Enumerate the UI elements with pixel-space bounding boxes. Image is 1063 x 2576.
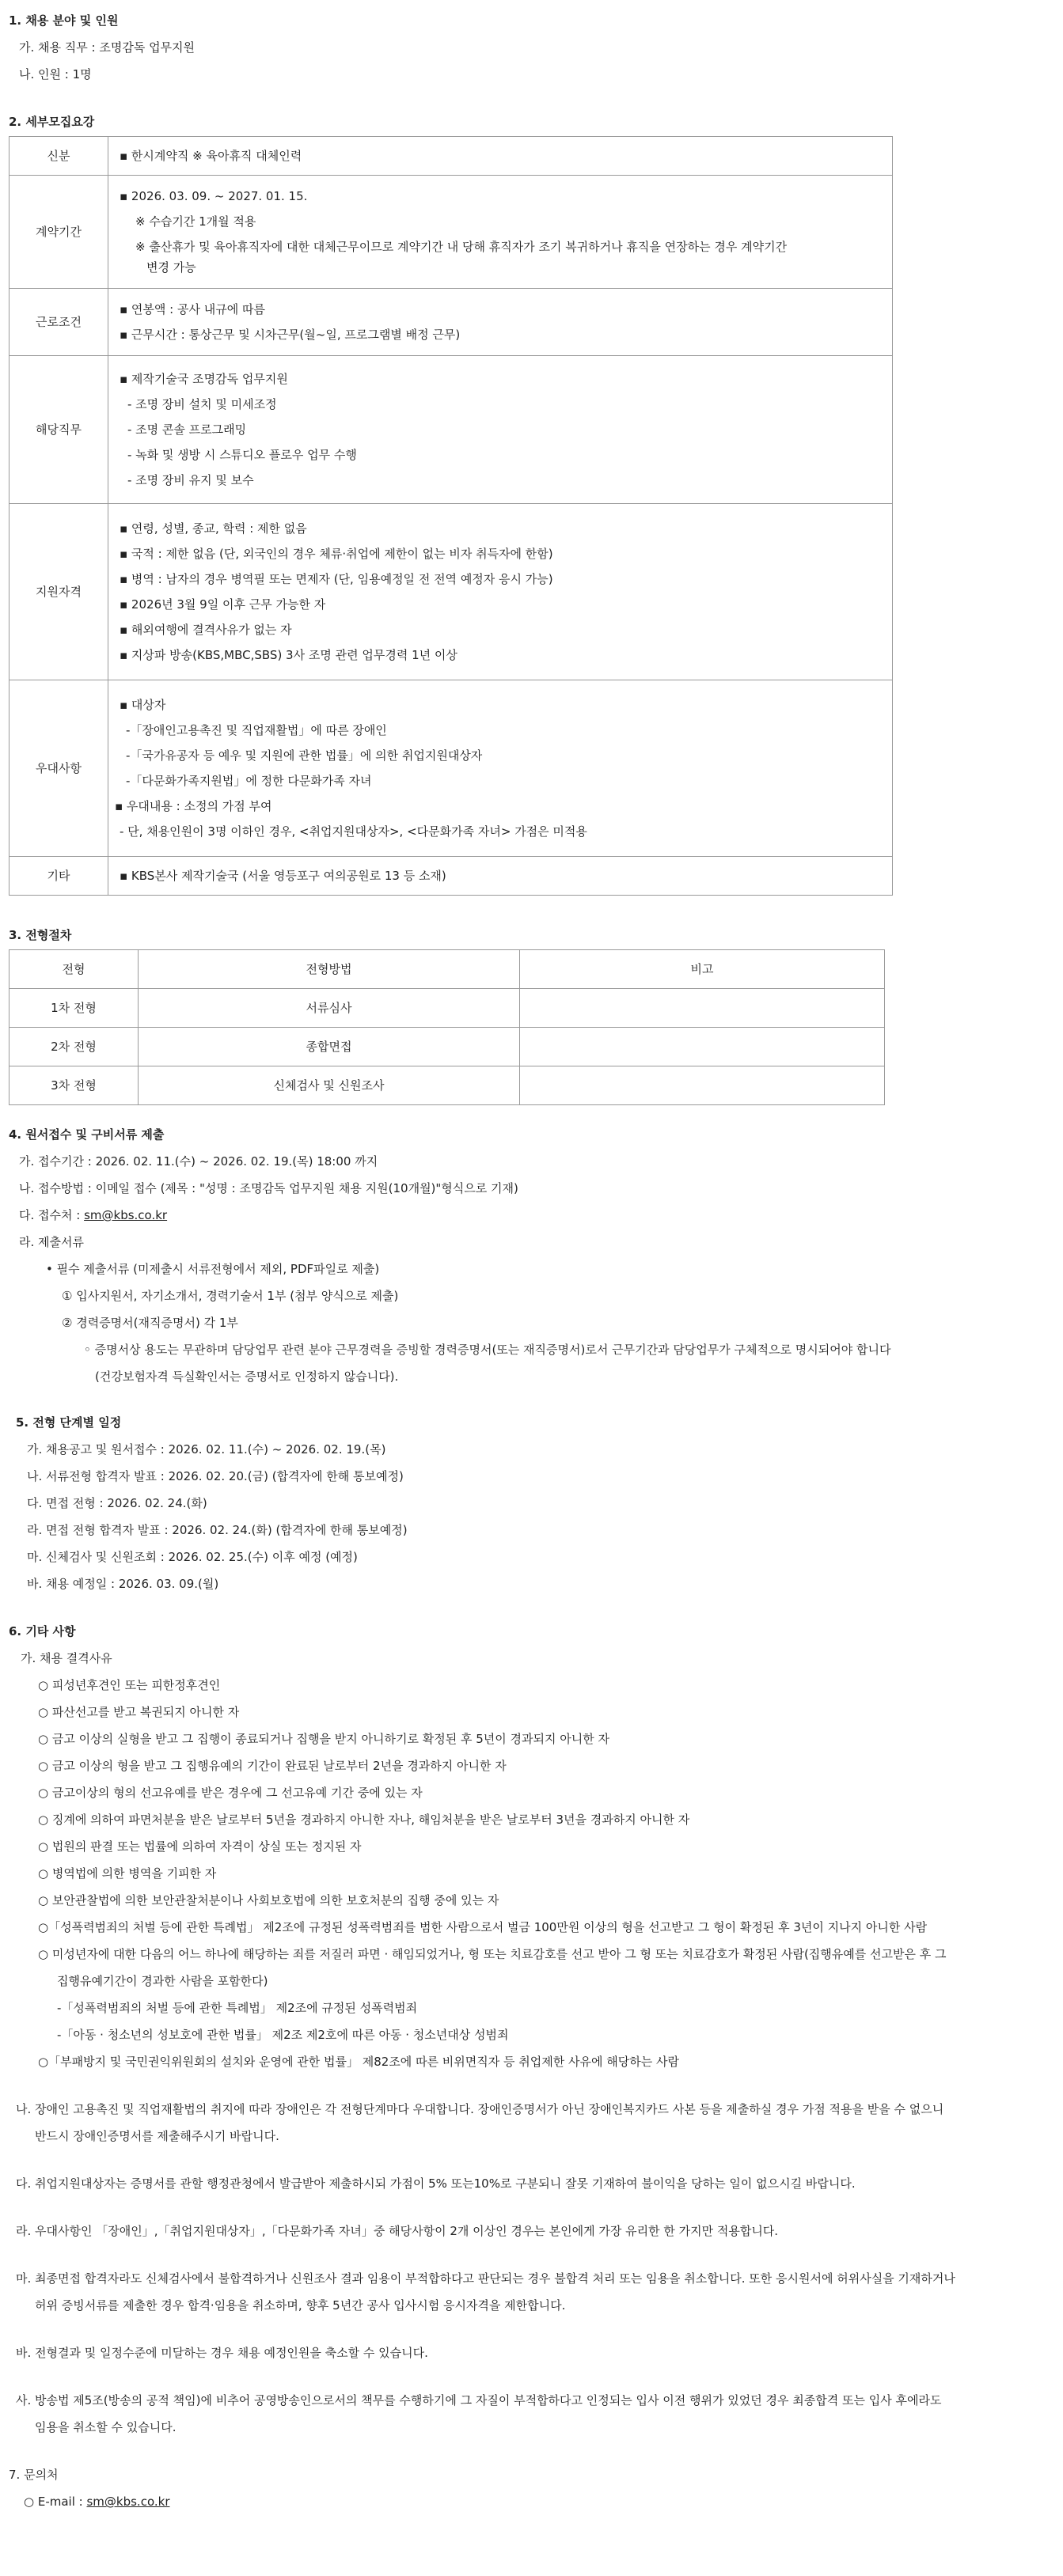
process-note	[520, 1028, 885, 1066]
schedule-item: 가. 채용공고 및 원서접수 : 2026. 02. 11.(수) ~ 2026. 02. 19.(목)	[27, 1442, 386, 1457]
req-line: ▪ 병역 : 남자의 경우 병역필 또는 면제자 (단, 임용예정일 전 전역 예정자 응시 가능)	[120, 572, 553, 586]
disabled-preference-note: 나. 장애인 고용촉진 및 직업재활법의 취지에 따라 장애인은 각 전형단계마다 우대합니다. 장애인증명서가 아닌 장애인복지카드 사본 등을 제출하실 경우 가점 적용을 받을 수 없으니	[16, 2102, 944, 2116]
process-note	[520, 989, 885, 1028]
req-label: 기타	[9, 857, 108, 896]
section-1-title: 1. 채용 분야 및 인원	[9, 13, 119, 28]
hiring-count: 나. 인원 : 1명	[19, 67, 92, 81]
req-line: - 조명 장비 유지 및 보수	[127, 473, 254, 487]
req-content	[108, 289, 893, 356]
process-stage: 3차 전형	[9, 1066, 139, 1105]
req-row-duties	[9, 356, 893, 504]
cancellation-note: 허위 증빙서류를 제출한 경우 합격·임용을 취소하며, 향후 5년간 공사 입사시험 응시자격을 제한합니다.	[35, 2298, 566, 2313]
application-email-link[interactable]: sm@kbs.co.kr	[84, 1208, 168, 1222]
schedule-item: 라. 면접 전형 합격자 발표 : 2026. 02. 24.(화) (합격자에 한해 통보예정)	[27, 1523, 408, 1537]
req-label: 신분	[9, 137, 108, 176]
req-label: 근로조건	[9, 289, 108, 356]
preference-rule-note: 라. 우대사항인 「장애인」,「취업지원대상자」,「다문화가족 자녀」중 해당사항이 2개 이상인 경우는 본인에게 가장 유리한 한 가지만 적용합니다.	[16, 2224, 779, 2238]
contact-email	[24, 2494, 169, 2510]
req-line: ※ 수습기간 1개월 적용	[135, 214, 256, 229]
disqualification-item: ○ 파산선고를 받고 복권되지 아니한 자	[38, 1705, 240, 1719]
disqualification-item: ○ 금고 이상의 형을 받고 그 집행유예의 기간이 완료된 날로부터 2년을 경과하지 아니한 자	[38, 1759, 507, 1773]
req-row-contract	[9, 176, 893, 289]
req-line: - 조명 콘솔 프로그래밍	[127, 422, 247, 437]
disqualification-subitem: -「아동 · 청소년의 성보호에 관한 법률」 제2조 제2호에 따른 아동 · 청소년대상 성범죄	[57, 2028, 509, 2042]
section-4-title: 4. 원서접수 및 구비서류 제출	[9, 1127, 165, 1142]
req-line: ▪ 한시계약직 ※ 육아휴직 대체인력	[120, 149, 302, 163]
req-content	[108, 176, 893, 289]
cancellation-note: 마. 최종면접 합격자라도 신체검사에서 불합격하거나 신원조사 결과 임용이 부적합하다고 판단되는 경우 불합격 처리 또는 임용을 취소합니다. 또한 응시원서에 허위사실을 기재하거나	[16, 2271, 955, 2286]
process-row	[9, 989, 885, 1028]
process-row	[9, 1066, 885, 1105]
process-method: 종합면접	[139, 1028, 520, 1066]
selection-process-table	[9, 949, 885, 1105]
schedule-item: 마. 신체검사 및 신원조회 : 2026. 02. 25.(수) 이후 예정 (예정)	[27, 1550, 358, 1564]
req-line: ▪ 우대내용 : 소정의 가점 부여	[115, 799, 272, 813]
disqualification-item: ○「성폭력범죄의 처벌 등에 관한 특례법」 제2조에 규정된 성폭력범죄를 범한 사람으로서 벌금 100만원 이상의 형을 선고받고 그 형이 확정된 후 3년이 지나지 아니한 사람	[38, 1920, 928, 1934]
req-line: ▪ 대상자	[120, 698, 166, 712]
contact-email-link[interactable]: sm@kbs.co.kr	[86, 2495, 170, 2509]
disqualification-item: ○ 미성년자에 대한 다음의 어느 하나에 해당하는 죄를 저질러 파면 · 해임되었거나, 형 또는 치료감호를 선고 받아 그 형 또는 치료감호가 확정된 사람(집행유예를 선고받은 후 그	[38, 1947, 947, 1961]
process-method: 서류심사	[139, 989, 520, 1028]
disqualification-subitem: -「성폭력범죄의 처벌 등에 관한 특례법」 제2조에 규정된 성폭력범죄	[57, 2001, 418, 2015]
req-row-status	[9, 137, 893, 176]
contact-email-label: ○ E-mail :	[24, 2495, 87, 2509]
schedule-item: 다. 면접 전형 : 2026. 02. 24.(화)	[27, 1496, 207, 1510]
disqualification-item: ○ 피성년후견인 또는 피한정후견인	[38, 1678, 221, 1692]
req-line: ▪ 지상파 방송(KBS,MBC,SBS) 3사 조명 관련 업무경력 1년 이상	[120, 648, 457, 662]
section-3-title: 3. 전형절차	[9, 928, 72, 942]
schedule-item: 나. 서류전형 합격자 발표 : 2026. 02. 20.(금) (합격자에 한해 통보예정)	[27, 1469, 404, 1483]
req-line: - 녹화 및 생방 시 스튜디오 플로우 업무 수행	[127, 448, 357, 462]
disqualification-item: ○ 보안관찰법에 의한 보안관찰처분이나 사회보호법에 의한 보호처분의 집행 중에 있는 자	[38, 1893, 499, 1907]
req-line: ※ 출산휴가 및 육아휴직자에 대한 대체근무이므로 계약기간 내 당해 휴직자가 조기 복귀하거나 휴직을 연장하는 경우 계약기간	[135, 240, 788, 254]
process-header-row	[9, 950, 885, 989]
document-note: (건강보험자격 득실확인서는 증명서로 인정하지 않습니다).	[95, 1369, 399, 1384]
disqualification-item: ○ 병역법에 의한 병역을 기피한 자	[38, 1866, 217, 1881]
req-line: -「국가유공자 등 예우 및 지원에 관한 법률」에 의한 취업지원대상자	[126, 748, 483, 763]
req-label: 우대사항	[9, 680, 108, 857]
section-7-title: 7. 문의처	[9, 2468, 59, 2482]
document-item: ① 입사지원서, 자기소개서, 경력기술서 1부 (첨부 양식으로 제출)	[62, 1289, 399, 1303]
req-line: ▪ 2026년 3월 9일 이후 근무 가능한 자	[120, 597, 326, 612]
disabled-preference-note: 반드시 장애인증명서를 제출해주시기 바랍니다.	[35, 2129, 279, 2143]
application-address-label: 다. 접수처 :	[19, 1208, 85, 1222]
quota-note: 바. 전형결과 및 일정수준에 미달하는 경우 채용 예정인원을 축소할 수 있습니다.	[16, 2346, 428, 2360]
process-header: 전형방법	[139, 950, 520, 989]
disqualification-heading: 가. 채용 결격사유	[21, 1651, 112, 1665]
process-header: 비고	[520, 950, 885, 989]
req-line: - 단, 채용인원이 3명 이하인 경우, <취업지원대상자>, <다문화가족 자녀> 가점은 미적용	[120, 824, 587, 839]
disqualification-item: ○ 금고 이상의 실형을 받고 그 집행이 종료되거나 집행을 받지 아니하기로 확정된 후 5년이 경과되지 아니한 자	[38, 1732, 609, 1746]
req-row-preferences	[9, 680, 893, 857]
req-line: - 조명 장비 설치 및 미세조정	[127, 397, 277, 411]
section-5-title: 5. 전형 단계별 일정	[16, 1415, 122, 1430]
section-2-title: 2. 세부모집요강	[9, 115, 95, 129]
req-line: ▪ 제작기술국 조명감독 업무지원	[120, 372, 288, 386]
req-line: 변경 가능	[146, 260, 196, 275]
process-header: 전형	[9, 950, 139, 989]
req-line: ▪ 2026. 03. 09. ~ 2027. 01. 15.	[120, 189, 308, 203]
application-address	[19, 1207, 167, 1223]
req-label: 지원자격	[9, 504, 108, 680]
disqualification-item: ○ 법원의 판결 또는 법률에 의하여 자격이 상실 또는 정지된 자	[38, 1839, 362, 1854]
process-stage: 1차 전형	[9, 989, 139, 1028]
req-content	[108, 137, 893, 176]
document-item: ② 경력증명서(재직증명서) 각 1부	[62, 1316, 238, 1330]
req-line: ▪ 연령, 성별, 종교, 학력 : 제한 없음	[120, 521, 307, 536]
disqualification-item: ○「부패방지 및 국민권익위원회의 설치와 운영에 관한 법률」 제82조에 따른 비위면직자 등 취업제한 사유에 해당하는 사람	[38, 2055, 679, 2069]
section-6-title: 6. 기타 사항	[9, 1624, 76, 1638]
req-content	[108, 504, 893, 680]
application-period: 가. 접수기간 : 2026. 02. 11.(수) ~ 2026. 02. 19.(목) 18:00 까지	[19, 1154, 378, 1169]
req-content	[108, 356, 893, 504]
broadcast-law-note: 사. 방송법 제5조(방송의 공적 책임)에 비추어 공영방송인으로서의 책무를 수행하기에 그 자질이 부적합하다고 인정되는 입사 이전 행위가 있었던 경우 최종합격 또는 입사 후에라도	[16, 2393, 942, 2407]
application-method: 나. 접수방법 : 이메일 접수 (제목 : "성명 : 조명감독 업무지원 채용 지원(10개월)"형식으로 기재)	[19, 1181, 518, 1195]
req-label: 해당직무	[9, 356, 108, 504]
hiring-position: 가. 채용 직무 : 조명감독 업무지원	[19, 40, 196, 55]
disqualification-item: ○ 징계에 의하여 파면처분을 받은 날로부터 5년을 경과하지 아니한 자나, 해임처분을 받은 날로부터 3년을 경과하지 아니한 자	[38, 1813, 690, 1827]
requirements-table	[9, 136, 893, 896]
process-row	[9, 1028, 885, 1066]
req-content	[108, 857, 893, 896]
disqualification-item: 집행유예기간이 경과한 사람을 포함한다)	[57, 1974, 268, 1988]
disqualification-item: ○ 금고이상의 형의 선고유예를 받은 경우에 그 선고유예 기간 중에 있는 자	[38, 1786, 423, 1800]
veteran-note: 다. 취업지원대상자는 증명서를 관할 행정관청에서 발급받아 제출하시되 가점이 5% 또는10%로 구분되니 잘못 기재하여 불이익을 당하는 일이 없으시길 바랍니다.	[16, 2176, 856, 2191]
document-note: ◦ 증명서상 용도는 무관하며 담당업무 관련 분야 근무경력을 증빙할 경력증명서(또는 재직증명서)로서 근무기간과 담당업무가 구체적으로 명시되어야 합니다	[84, 1343, 891, 1357]
req-line: -「다문화가족지원법」에 정한 다문화가족 자녀	[126, 774, 372, 788]
schedule-item: 바. 채용 예정일 : 2026. 03. 09.(월)	[27, 1577, 219, 1591]
documents-heading: 라. 제출서류	[19, 1235, 84, 1249]
broadcast-law-note: 임용을 취소할 수 있습니다.	[35, 2420, 177, 2434]
req-line: ▪ 국적 : 제한 없음 (단, 외국인의 경우 체류·취업에 제한이 없는 비자 취득자에 한함)	[120, 547, 553, 561]
req-row-conditions	[9, 289, 893, 356]
req-line: ▪ 근무시간 : 통상근무 및 시차근무(월~일, 프로그램별 배정 근무)	[120, 328, 461, 342]
req-line: ▪ 연봉액 : 공사 내규에 따름	[120, 302, 265, 316]
req-row-qualifications	[9, 504, 893, 680]
req-content	[108, 680, 893, 857]
req-line: -「장애인고용촉진 및 직업재활법」에 따른 장애인	[126, 723, 387, 737]
process-note	[520, 1066, 885, 1105]
process-method: 신체검사 및 신원조사	[139, 1066, 520, 1105]
required-documents: • 필수 제출서류 (미제출시 서류전형에서 제외, PDF파일로 제출)	[46, 1262, 380, 1276]
req-row-etc	[9, 857, 893, 896]
req-label: 계약기간	[9, 176, 108, 289]
req-line: ▪ KBS본사 제작기술국 (서울 영등포구 여의공원로 13 등 소재)	[120, 869, 446, 883]
process-stage: 2차 전형	[9, 1028, 139, 1066]
req-line: ▪ 해외여행에 결격사유가 없는 자	[120, 623, 292, 637]
